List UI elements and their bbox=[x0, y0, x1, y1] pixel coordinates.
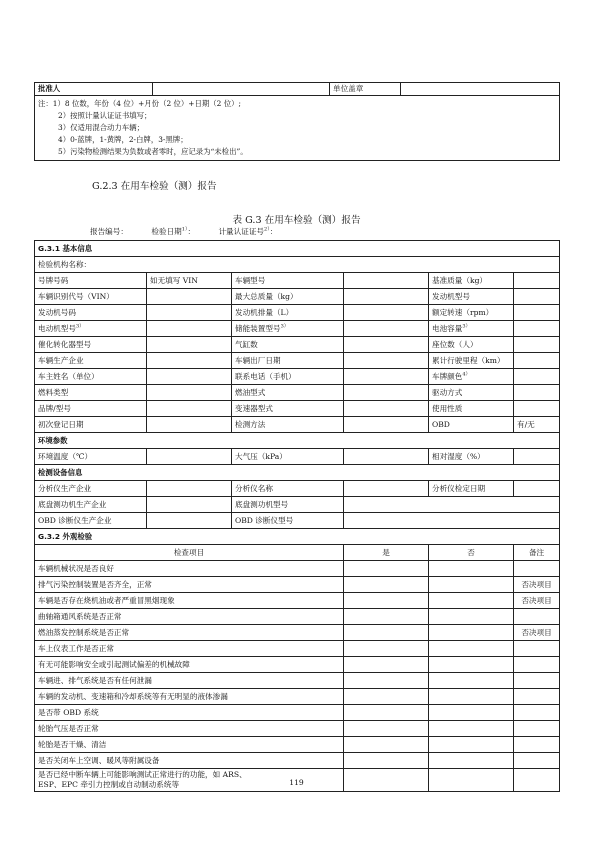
appearance-yes-cell[interactable] bbox=[344, 705, 429, 721]
basic-brand-cell-1 bbox=[147, 401, 232, 417]
basic-plate-cell-2: 车辆型号 bbox=[232, 273, 344, 289]
appearance-yes-cell[interactable] bbox=[344, 577, 429, 593]
appearance-item: 车辆机械状况是否良好 bbox=[35, 561, 344, 577]
basic-maker-cell-1 bbox=[147, 353, 232, 369]
appearance-no-cell[interactable] bbox=[429, 737, 514, 753]
basic-motor-cell-1 bbox=[147, 321, 232, 337]
inspection-report-table bbox=[34, 240, 560, 792]
note-2: 2）按照计量认证证书填写； bbox=[58, 111, 152, 120]
basic-catalyst-cell-5 bbox=[514, 337, 560, 353]
appearance-item: 车上仪表工作是否正常 bbox=[35, 641, 344, 657]
seal-label: 单位盖章 bbox=[330, 83, 401, 96]
col-yes-header: 是 bbox=[344, 545, 429, 561]
basic-catalyst-cell-0: 催化转化器型号 bbox=[35, 337, 147, 353]
basic-brand-cell-5 bbox=[514, 401, 560, 417]
basic-plate-cell-5 bbox=[514, 273, 560, 289]
appearance-item: 车辆是否存在烧机油或者严重冒黑烟现象 bbox=[35, 593, 344, 609]
appearance-item: 燃油蒸发控制系统是否正常 bbox=[35, 625, 344, 641]
obd-maker-label: OBD 诊断仪生产企业 bbox=[35, 513, 147, 529]
col-remark-header: 备注 bbox=[514, 545, 560, 561]
dyno-model-value bbox=[344, 497, 560, 513]
appearance-item: 曲轴箱通风系统是否正常 bbox=[35, 609, 344, 625]
analyzer-maker-label: 分析仪生产企业 bbox=[35, 481, 147, 497]
basic-motor-cell-5 bbox=[514, 321, 560, 337]
basic-motor-cell-2: 储能装置型号$^{3)}$ bbox=[232, 321, 344, 337]
basic-reg-cell-0: 初次登记日期 bbox=[35, 417, 147, 433]
env-temp-label: 环境温度（℃） bbox=[35, 449, 147, 465]
appearance-remark bbox=[514, 689, 560, 705]
basic-vin-cell-1 bbox=[147, 289, 232, 305]
basic-fuel-cell-3 bbox=[344, 385, 429, 401]
basic-reg-cell-1 bbox=[147, 417, 232, 433]
appearance-remark bbox=[514, 705, 560, 721]
appearance-remark bbox=[514, 657, 560, 673]
analyzer-name-label: 分析仪名称 bbox=[232, 481, 344, 497]
env-pressure-label: 大气压（kPa） bbox=[232, 449, 344, 465]
basic-owner-cell-0: 车主姓名（单位） bbox=[35, 369, 147, 385]
basic-owner-cell-2: 联系电话（手机） bbox=[232, 369, 344, 385]
dyno-maker-value bbox=[147, 497, 232, 513]
basic-maker-cell-5 bbox=[514, 353, 560, 369]
basic-engine-cell-0: 发动机号码 bbox=[35, 305, 147, 321]
obd-model-value bbox=[344, 513, 560, 529]
appearance-item: 是否关闭车上空调、暖风等附属设备 bbox=[35, 753, 344, 769]
basic-engine-cell-5 bbox=[514, 305, 560, 321]
appearance-remark: 否决项目 bbox=[514, 577, 560, 593]
basic-catalyst-cell-2: 气缸数 bbox=[232, 337, 344, 353]
basic-engine-cell-4: 额定转速（rpm） bbox=[429, 305, 514, 321]
appearance-no-cell[interactable] bbox=[429, 705, 514, 721]
basic-plate-cell-4: 基准质量（kg） bbox=[429, 273, 514, 289]
basic-vin-cell-3 bbox=[344, 289, 429, 305]
basic-owner-cell-4: 车牌颜色$^{4)}$ bbox=[429, 369, 514, 385]
basic-plate-cell-3 bbox=[344, 273, 429, 289]
basic-fuel-cell-1 bbox=[147, 385, 232, 401]
env-header: 环境参数 bbox=[35, 433, 560, 449]
appearance-no-cell[interactable] bbox=[429, 657, 514, 673]
basic-brand-cell-0: 品牌/型号 bbox=[35, 401, 147, 417]
basic-maker-cell-3 bbox=[344, 353, 429, 369]
basic-catalyst-cell-1 bbox=[147, 337, 232, 353]
basic-reg-cell-3 bbox=[344, 417, 429, 433]
appearance-remark bbox=[514, 641, 560, 657]
appearance-item: 车辆的发动机、变速箱和冷却系统等有无明显的液体渗漏 bbox=[35, 689, 344, 705]
approval-table bbox=[34, 82, 560, 161]
inspection-date-label: 检验日期$^{1)}$： bbox=[151, 226, 196, 236]
table-title: 表 G.3 在用车检验（测）报告 bbox=[232, 215, 361, 226]
approver-label: 批准人 bbox=[35, 83, 153, 96]
dyno-model-label: 底盘测功机型号 bbox=[232, 497, 344, 513]
appearance-yes-cell[interactable] bbox=[344, 753, 429, 769]
note-1: 注：1）8 位数，年份（4 位）+月份（2 位）+日期（2 位）; bbox=[38, 99, 241, 108]
basic-owner-cell-5 bbox=[514, 369, 560, 385]
appearance-yes-cell[interactable] bbox=[344, 737, 429, 753]
notes-cell bbox=[35, 96, 560, 161]
appearance-remark bbox=[514, 737, 560, 753]
basic-motor-cell-0: 电动机型号$^{3)}$ bbox=[35, 321, 147, 337]
basic-maker-cell-2: 车辆出厂日期 bbox=[232, 353, 344, 369]
basic-vin-cell-0: 车辆识别代号（VIN） bbox=[35, 289, 147, 305]
appearance-yes-cell[interactable] bbox=[344, 673, 429, 689]
basic-brand-cell-4: 使用性质 bbox=[429, 401, 514, 417]
basic-engine-cell-2: 发动机排量（L） bbox=[232, 305, 344, 321]
basic-fuel-cell-4: 驱动方式 bbox=[429, 385, 514, 401]
basic-vin-cell-2: 最大总质量（kg） bbox=[232, 289, 344, 305]
appearance-item: 是否带 OBD 系统 bbox=[35, 705, 344, 721]
env-humidity-label: 相对湿度（%） bbox=[429, 449, 514, 465]
dyno-maker-label: 底盘测功机生产企业 bbox=[35, 497, 147, 513]
appearance-remark: 否决项目 bbox=[514, 625, 560, 641]
appearance-yes-cell[interactable] bbox=[344, 689, 429, 705]
basic-owner-cell-3 bbox=[344, 369, 429, 385]
analyzer-name-value bbox=[344, 481, 429, 497]
appearance-no-cell[interactable] bbox=[429, 673, 514, 689]
basic-catalyst-cell-3 bbox=[344, 337, 429, 353]
appearance-yes-cell[interactable] bbox=[344, 609, 429, 625]
appearance-remark bbox=[514, 753, 560, 769]
appearance-yes-cell[interactable] bbox=[344, 641, 429, 657]
basic-brand-cell-2: 变速器型式 bbox=[232, 401, 344, 417]
basic-maker-cell-4: 累计行驶里程（km） bbox=[429, 353, 514, 369]
appearance-no-cell[interactable] bbox=[429, 561, 514, 577]
appearance-item: 车辆进、排气系统是否有任何泄漏 bbox=[35, 673, 344, 689]
approver-value bbox=[153, 83, 330, 96]
basic-vin-cell-4: 发动机型号 bbox=[429, 289, 514, 305]
obd-maker-value bbox=[147, 513, 232, 529]
appearance-item: 有无可能影响安全或引起测试偏差的机械故障 bbox=[35, 657, 344, 673]
appearance-no-cell[interactable] bbox=[429, 753, 514, 769]
equip-header: 检测设备信息 bbox=[35, 465, 560, 481]
basic-reg-cell-2: 检测方法 bbox=[232, 417, 344, 433]
basic-plate-cell-0: 号牌号码 bbox=[35, 273, 147, 289]
basic-engine-cell-1 bbox=[147, 305, 232, 321]
analyzer-date-value bbox=[514, 481, 560, 497]
basic-info-header: G.3.1 基本信息 bbox=[35, 241, 560, 257]
appearance-remark bbox=[514, 609, 560, 625]
appearance-no-cell[interactable] bbox=[429, 689, 514, 705]
report-info-line bbox=[90, 226, 297, 237]
page-number: 119 bbox=[289, 778, 304, 787]
env-humidity-value bbox=[514, 449, 560, 465]
env-temp-value bbox=[147, 449, 232, 465]
appearance-yes-cell[interactable] bbox=[344, 721, 429, 737]
section-heading: G.2.3 在用车检验（测）报告 bbox=[92, 181, 217, 192]
basic-reg-cell-4: OBD bbox=[429, 417, 514, 433]
col-no-header: 否 bbox=[429, 545, 514, 561]
appearance-no-cell[interactable] bbox=[429, 625, 514, 641]
appearance-remark: 否决项目 bbox=[514, 593, 560, 609]
appearance-no-cell[interactable] bbox=[429, 577, 514, 593]
basic-motor-cell-3 bbox=[344, 321, 429, 337]
basic-brand-cell-3 bbox=[344, 401, 429, 417]
appearance-header: G.3.2 外观检验 bbox=[35, 529, 560, 545]
appearance-yes-cell[interactable] bbox=[344, 561, 429, 577]
basic-fuel-cell-5 bbox=[514, 385, 560, 401]
appearance-item: 轮胎气压是否正常 bbox=[35, 721, 344, 737]
appearance-item: 排气污染控制装置是否齐全，正常 bbox=[35, 577, 344, 593]
col-item-header: 检查项目 bbox=[35, 545, 344, 561]
analyzer-maker-value bbox=[147, 481, 232, 497]
basic-reg-cell-5: 有/无 bbox=[514, 417, 560, 433]
cert-number-label: 计量认证证号$^{2)}$： bbox=[218, 226, 278, 236]
note-3: 3）仅适用混合动力车辆； bbox=[58, 123, 145, 132]
appearance-yes-cell[interactable] bbox=[344, 657, 429, 673]
report-number-label: 报告编号： bbox=[90, 227, 128, 236]
analyzer-date-label: 分析仪检定日期 bbox=[429, 481, 514, 497]
basic-maker-cell-0: 车辆生产企业 bbox=[35, 353, 147, 369]
appearance-item-last: 是否已经中断车辆上可能影响测试正常进行的功能，如 ARS、 ESP、EPC 牵引力控制或自动制动系统等 bbox=[35, 769, 344, 792]
appearance-no-cell[interactable] bbox=[429, 593, 514, 609]
note-4: 4）0-蓝牌，1-黄牌，2-白牌，3-黑牌； bbox=[58, 135, 188, 144]
appearance-no-cell[interactable] bbox=[429, 721, 514, 737]
appearance-remark bbox=[514, 673, 560, 689]
basic-catalyst-cell-4: 座位数（人） bbox=[429, 337, 514, 353]
appearance-remark bbox=[514, 561, 560, 577]
appearance-yes-cell[interactable] bbox=[344, 625, 429, 641]
appearance-no-cell[interactable] bbox=[429, 641, 514, 657]
note-5: 5）污染物检测结果为负数或者零时，应记录为“未检出”。 bbox=[58, 147, 248, 156]
appearance-remark bbox=[514, 721, 560, 737]
obd-model-label: OBD 诊断仪型号 bbox=[232, 513, 344, 529]
basic-fuel-cell-0: 燃料类型 bbox=[35, 385, 147, 401]
basic-plate-cell-1: 如无填写 VIN bbox=[147, 273, 232, 289]
basic-motor-cell-4: 电池容量$^{3)}$ bbox=[429, 321, 514, 337]
appearance-no-cell[interactable] bbox=[429, 609, 514, 625]
basic-engine-cell-3 bbox=[344, 305, 429, 321]
env-pressure-value bbox=[344, 449, 429, 465]
basic-owner-cell-1 bbox=[147, 369, 232, 385]
appearance-yes-cell[interactable] bbox=[344, 593, 429, 609]
appearance-item: 轮胎是否干燥、清洁 bbox=[35, 737, 344, 753]
org-name-field: 检验机构名称： bbox=[35, 257, 560, 273]
basic-vin-cell-5 bbox=[514, 289, 560, 305]
basic-fuel-cell-2: 燃油型式 bbox=[232, 385, 344, 401]
seal-value bbox=[401, 83, 560, 96]
